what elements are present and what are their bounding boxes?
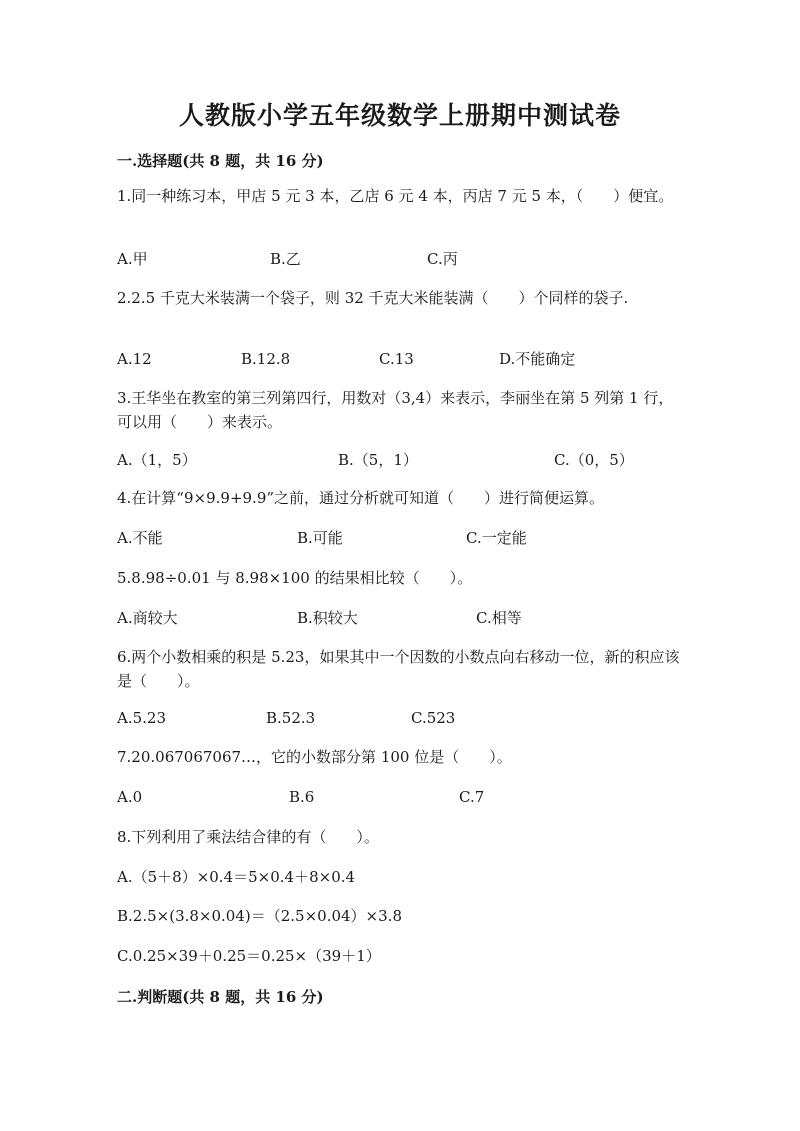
option-b[interactable]: B.可能 <box>297 529 343 547</box>
option-c[interactable]: C.丙 <box>427 250 458 268</box>
options-q3 <box>117 448 687 472</box>
option-a[interactable]: A.商较大 <box>117 609 178 627</box>
question-8: 8.下列利用了乘法结合律的有（ ）。 <box>117 828 379 846</box>
option-a[interactable]: A.（1，5） <box>117 451 197 469</box>
options-q1 <box>117 247 687 271</box>
option-c[interactable]: C.相等 <box>476 609 522 627</box>
page-title: 人教版小学五年级数学上册期中测试卷 <box>178 101 621 130</box>
options-q7 <box>117 785 687 809</box>
option-d[interactable]: D.不能确定 <box>499 350 576 368</box>
question-2: 2.2.5 千克大米装满一个袋子，则 32 千克大米能装满（ ）个同样的袋子. <box>117 289 629 307</box>
section-heading-choice: 一.选择题(共 8 题，共 16 分) <box>117 152 324 170</box>
option-b[interactable]: B.积较大 <box>297 609 358 627</box>
options-q5 <box>117 606 687 630</box>
option-b[interactable]: B.52.3 <box>266 709 316 727</box>
question-4: 4.在计算“9×9.9+9.9”之前，通过分析就可知道（ ）进行简便运算。 <box>117 489 605 507</box>
question-3: 3.王华坐在教室的第三列第四行，用数对（3,4）来表示，李丽坐在第 5 列第 1 行，可以用（ ）来表示。 <box>117 389 674 431</box>
option-b[interactable]: B.乙 <box>270 250 301 268</box>
option-c[interactable]: C.（0，5） <box>554 451 634 469</box>
option-a[interactable]: A.甲 <box>117 250 148 268</box>
option-c[interactable]: C.0.25×39＋0.25＝0.25×（39＋1） <box>117 947 381 965</box>
option-c[interactable]: C.7 <box>459 788 485 806</box>
option-a[interactable]: A.（5＋8）×0.4＝5×0.4＋8×0.4 <box>117 868 356 886</box>
question-5: 5.8.98÷0.01 与 8.98×100 的结果相比较（ ）。 <box>117 569 473 587</box>
option-b[interactable]: B.6 <box>289 788 315 806</box>
option-b[interactable]: B.（5，1） <box>338 451 418 469</box>
option-a[interactable]: A.12 <box>117 350 152 368</box>
option-a[interactable]: A.0 <box>117 788 143 806</box>
option-c[interactable]: C.523 <box>411 709 456 727</box>
question-7: 7.20.067067067…，它的小数部分第 100 位是（ ）。 <box>117 748 512 766</box>
question-1: 1.同一种练习本，甲店 5 元 3 本，乙店 6 元 4 本，丙店 7 元 5 本，（ ）便宜。 <box>117 187 674 205</box>
options-q4 <box>117 526 687 550</box>
option-b[interactable]: B.12.8 <box>241 350 291 368</box>
option-c[interactable]: C.13 <box>379 350 414 368</box>
question-6: 6.两个小数相乘的积是 5.23，如果其中一个因数的小数点向右移动一位，新的积应该是（ ）。 <box>117 648 680 690</box>
option-a[interactable]: A.不能 <box>117 529 163 547</box>
option-c[interactable]: C.一定能 <box>466 529 527 547</box>
option-b[interactable]: B.2.5×(3.8×0.04)＝（2.5×0.04）×3.8 <box>117 907 402 925</box>
section-heading-judgement: 二.判断题(共 8 题，共 16 分) <box>117 988 324 1006</box>
options-q6 <box>117 706 687 730</box>
options-q2 <box>117 347 687 371</box>
option-a[interactable]: A.5.23 <box>117 709 166 727</box>
